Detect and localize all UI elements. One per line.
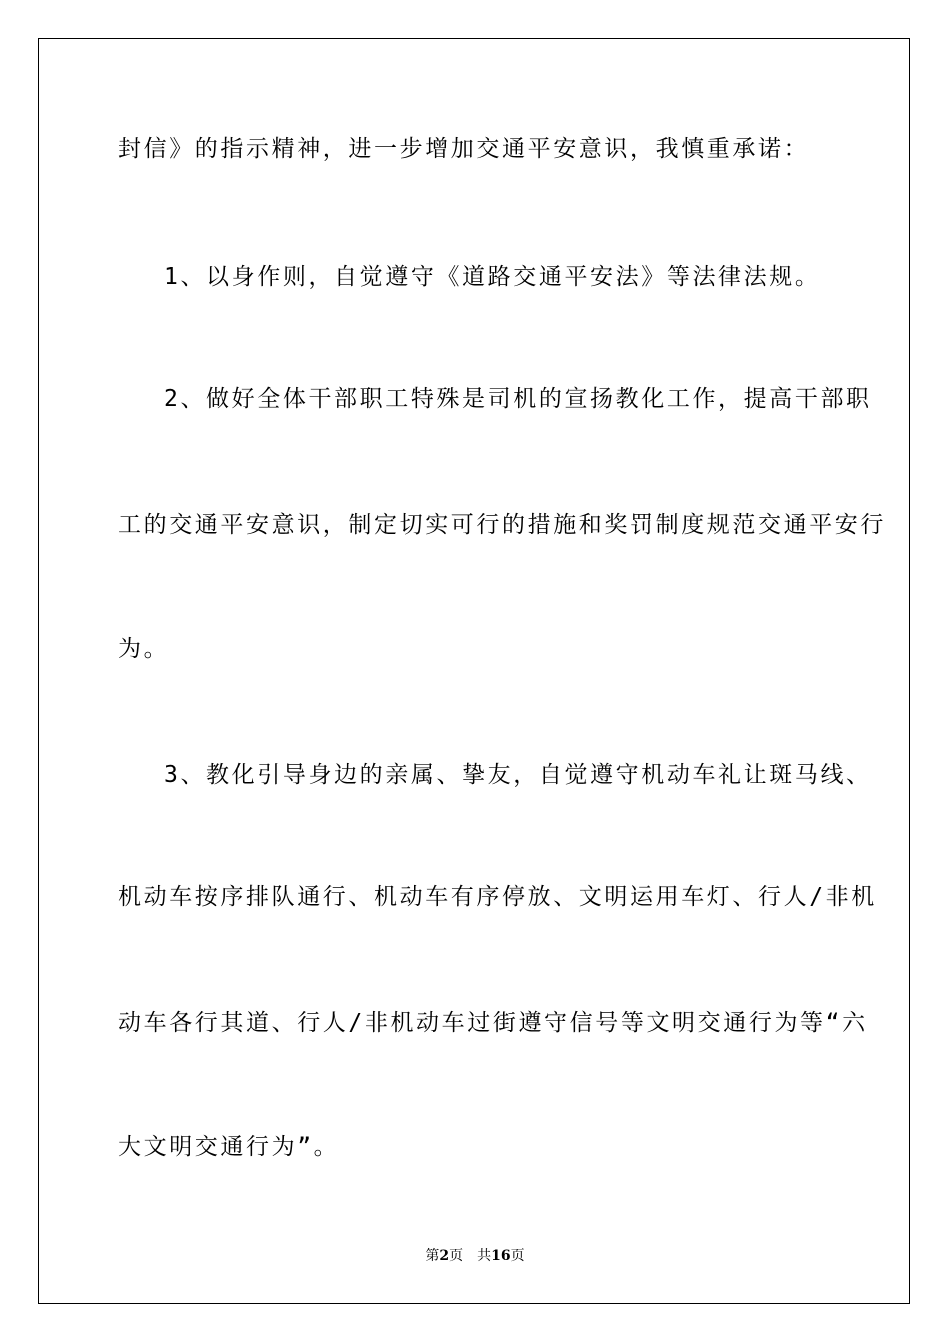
text-line-6: 3、教化引导身边的亲属、挚友，自觉遵守机动车礼让斑马线、 [164,762,872,788]
text-line-1: 封信》的指示精神，进一步增加交通平安意识，我慎重承诺： [118,136,810,162]
text-line-4: 工的交通平安意识，制定切实可行的措施和奖罚制度规范交通平安行 [118,512,886,538]
text-line-5: 为。 [118,636,170,662]
footer-total-prefix: 共 [477,1248,492,1264]
footer-total-suffix: 页 [510,1248,525,1264]
footer-page-suffix: 页 [449,1248,464,1264]
current-page-number: 2 [439,1248,450,1264]
footer-prefix: 第 [425,1248,440,1264]
text-line-3: 2、做好全体干部职工特殊是司机的宣扬教化工作，提高干部职 [164,386,872,412]
text-line-2: 1、以身作则，自觉遵守《道路交通平安法》等法律法规。 [164,264,821,290]
text-line-9: 大文明交通行为”。 [118,1134,340,1160]
text-line-7: 机动车按序排队通行、机动车有序停放、文明运用车灯、行人/非机 [118,884,877,910]
page-border [38,38,910,1304]
text-line-8: 动车各行其道、行人/非机动车过街遵守信号等文明交通行为等“六 [118,1010,868,1036]
total-page-number: 16 [491,1248,511,1264]
page-number-footer [0,1247,950,1265]
